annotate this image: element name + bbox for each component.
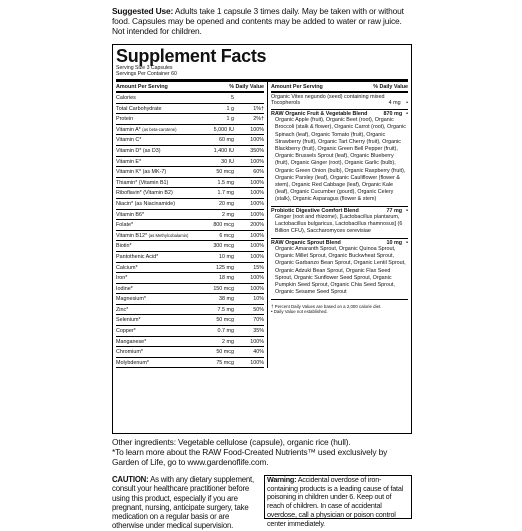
nutrient-row	[116, 284, 264, 295]
warning-label: Warning:	[267, 475, 297, 484]
blend-dv: •	[406, 207, 408, 214]
nutrient-amount: 1.5 mg	[217, 179, 234, 186]
nutrient-label: Vitamin C*	[116, 137, 142, 144]
nutrient-name	[116, 210, 196, 220]
nutrient-label: Thiamin* (Vitamin B1)	[116, 179, 169, 186]
nutrient-daily-value: 200%	[250, 222, 264, 229]
warning-body: Accidental overdose of iron-containing products is a leading cause of fatal poisoning in children under 6. Keep out of reach of children. In case of accidental overdose, call a physician or poison control center immediately.	[267, 475, 404, 528]
nutrient-daily-value: 100%	[250, 126, 264, 133]
blend-amount: 10 mg	[386, 239, 403, 246]
nutrient-daily-value: 100%	[250, 158, 264, 165]
nutrient-amount: 50 mcg	[216, 349, 234, 356]
nutrient-daily-value: 15%	[253, 264, 264, 271]
nutrient-amount: 5,000 IU	[213, 126, 234, 133]
nutrient-column-header	[116, 82, 264, 93]
nutrient-name	[116, 326, 196, 336]
nutrient-name	[116, 93, 196, 103]
footnotes	[271, 300, 408, 315]
nutrient-row	[116, 273, 264, 284]
nutrient-row	[116, 252, 264, 263]
nutrient-amount: 18 mg	[219, 275, 234, 282]
serving-size: Serving Size 3 Capsules	[116, 65, 173, 71]
blend-block	[271, 239, 408, 300]
servings-per-container: Servings Per Container 60	[116, 71, 177, 77]
nutrient-column	[116, 82, 268, 368]
nutrient-daily-value: 100%	[250, 253, 264, 260]
nutrient-note: (as beta-carotene)	[142, 126, 177, 132]
nutrient-amount: 1,400 IU	[213, 147, 234, 154]
nutrient-label: Selenium*	[116, 317, 141, 324]
amount-per-serving-header: Amount Per Serving	[116, 84, 168, 90]
nutrient-label: Folate*	[116, 222, 134, 229]
nutrient-daily-value: 2%†	[253, 116, 264, 123]
nutrient-name	[116, 114, 196, 124]
nutrient-amount: 800 mcg	[213, 222, 234, 229]
nutrient-name	[116, 252, 196, 262]
nutrient-rows	[116, 93, 264, 368]
nutrient-label: Total Carbohydrate	[116, 105, 162, 112]
nutrient-label: Copper*	[116, 328, 136, 335]
supplement-facts-panel	[112, 44, 412, 434]
nutrient-label: Calcium*	[116, 264, 138, 271]
nutrient-name	[116, 188, 196, 198]
nutrient-amount: 150 mcg	[213, 285, 234, 292]
daily-value-header-right: % Daily Value	[373, 84, 408, 90]
nutrient-amount: 50 mcg	[216, 169, 234, 176]
footnote-not-established: • Daily Value not established.	[271, 308, 328, 314]
blend-name: RAW Organic Sprout Blend	[271, 239, 341, 246]
nutrient-name	[116, 337, 196, 347]
nutrient-amount: 75 mcg	[216, 359, 234, 366]
blend-name: RAW Organic Fruit & Vegetable Blend	[271, 110, 368, 117]
nutrient-name	[116, 220, 196, 230]
nutrient-daily-value: 35%	[253, 328, 264, 335]
nutrient-label: Iron*	[116, 275, 128, 282]
caution-text	[112, 475, 262, 531]
caution-label: CAUTION:	[112, 475, 149, 484]
nutrient-label: Vitamin K* (as MK-7)	[116, 169, 167, 176]
nutrient-label: Zinc*	[116, 306, 129, 313]
other-ingredients-section	[112, 437, 412, 467]
nutrient-label: Calories	[116, 95, 136, 101]
nutrient-row	[116, 178, 264, 189]
blend-name: Probiotic Digestive Comfort Blend	[271, 207, 359, 214]
nutrient-row	[116, 241, 264, 252]
nutrient-amount: 7.5 mg	[217, 306, 234, 313]
nutrient-row	[116, 315, 264, 326]
nutrient-row	[116, 135, 264, 146]
blend-column	[268, 82, 408, 368]
nutrient-daily-value: 100%	[250, 179, 264, 186]
nutrient-amount: 30 IU	[221, 158, 234, 165]
nutrient-label: Riboflavin* (Vitamin B2)	[116, 190, 173, 197]
nutrient-daily-value: 70%	[253, 317, 264, 324]
footnote-percent-daily: † Percent Daily Values are based on a 2,000 calorie diet.	[271, 303, 382, 309]
nutrient-label: Vitamin A*	[116, 126, 141, 133]
nutrient-amount: 6 mcg	[219, 232, 234, 239]
nutrient-row	[116, 93, 264, 104]
nutrient-daily-value: 50%	[253, 306, 264, 313]
nutrient-daily-value: 60%	[253, 169, 264, 176]
nutrient-daily-value: 100%	[250, 285, 264, 292]
nutrient-daily-value: 100%	[250, 200, 264, 207]
nutrient-row	[116, 347, 264, 358]
nutrient-daily-value: 100%	[250, 243, 264, 250]
nutrient-name	[116, 167, 196, 177]
nutrient-amount: 2 mg	[222, 338, 234, 345]
suggested-use-label: Suggested Use:	[112, 6, 174, 16]
nutrient-name	[116, 231, 196, 241]
suggested-use-body: Adults take 1 capsule 3 times daily. May be taken with or without food. Capsules may be opened and contents may be added to water or raw juice. Not intended for children.	[112, 6, 404, 36]
nutrient-amount: 1 g	[226, 116, 234, 123]
nutrient-daily-value: 100%	[250, 190, 264, 197]
vitex-text: Organic Vitex negundo (seed) containing mixed Tocopherols	[271, 94, 385, 107]
nutrient-name	[116, 157, 196, 167]
nutrient-label: Magnesium*	[116, 296, 146, 303]
blend-ingredients: Ginger (root and rhizome), [Lactobacillus plantarum, Lactobacillus bulgaricus, Lactobacillus rhamnosus] (6 Billion CFU), Saccharomyces cerevisiae	[275, 214, 403, 235]
nutrient-label: Iodine*	[116, 285, 133, 292]
nutrient-name	[116, 178, 196, 188]
nutrient-row	[116, 294, 264, 305]
nutrient-name	[116, 358, 196, 368]
supplement-facts-title: Supplement Facts	[116, 46, 267, 66]
nutrient-label: Protein	[116, 116, 134, 123]
nutrient-label: Manganese*	[116, 338, 147, 345]
nutrient-name	[116, 347, 196, 357]
nutrient-amount: 10 mg	[219, 253, 234, 260]
nutrient-row	[116, 326, 264, 337]
nutrient-amount: 60 mg	[219, 137, 234, 144]
blend-block	[271, 207, 408, 239]
blend-rows	[271, 110, 408, 300]
nutrient-label: Vitamin B12*	[116, 232, 148, 239]
nutrient-daily-value: 100%	[250, 359, 264, 366]
nutrient-name	[116, 273, 196, 283]
nutrient-name	[116, 284, 196, 294]
nutrient-amount: 1.7 mg	[217, 190, 234, 197]
blend-column-header	[271, 82, 408, 93]
nutrient-name	[116, 294, 196, 304]
nutrient-name	[116, 125, 196, 135]
nutrient-amount: 2 mg	[222, 211, 234, 218]
blend-amount: 870 mg	[383, 110, 403, 117]
nutrient-row	[116, 220, 264, 231]
blend-amount: 77 mg	[386, 207, 403, 214]
nutrient-row	[116, 231, 264, 242]
nutrient-daily-value: 100%	[250, 275, 264, 282]
nutrient-row	[116, 167, 264, 178]
other-ingredients: Other ingredients: Vegetable cellulose (capsule), organic rice (hull).	[112, 437, 351, 447]
amount-per-serving-header-right: Amount Per Serving	[271, 84, 323, 90]
nutrient-row	[116, 337, 264, 348]
nutrient-daily-value: 350%	[250, 147, 264, 154]
nutrient-name	[116, 104, 196, 114]
vitex-dv: •	[406, 100, 408, 107]
serving-info	[116, 65, 408, 82]
nutrient-amount: 0.7 mg	[217, 328, 234, 335]
nutrient-daily-value: 100%	[250, 137, 264, 144]
nutrient-label: Vitamin B6*	[116, 211, 145, 218]
nutrient-label: Vitamin D* (as D3)	[116, 147, 161, 154]
nutrient-name	[116, 305, 196, 315]
learn-more-text: *To learn more about the RAW Food-Created Nutrients™ used exclusively by Garden of Life, go to www.gardenoflife.com.	[112, 447, 388, 467]
blend-block	[271, 110, 408, 207]
nutrient-daily-value: 40%	[253, 349, 264, 356]
nutrient-amount: 50 mcg	[216, 317, 234, 324]
nutrient-row	[116, 104, 264, 115]
nutrient-row	[116, 210, 264, 221]
warning-box	[264, 475, 412, 528]
nutrient-amount: 20 mg	[219, 200, 234, 207]
nutrient-daily-value: 100%	[250, 211, 264, 218]
nutrient-label: Chromium*	[116, 349, 143, 356]
nutrient-amount: 300 mcg	[213, 243, 234, 250]
nutrient-row	[116, 305, 264, 316]
nutrient-row	[116, 263, 264, 274]
nutrient-daily-value: 10%	[253, 296, 264, 303]
nutrient-name	[116, 199, 196, 209]
nutrient-label: Molybdenum*	[116, 359, 149, 366]
nutrient-row	[116, 157, 264, 168]
nutrient-label: Pantothenic Acid*	[116, 253, 159, 260]
nutrient-name	[116, 146, 196, 156]
nutrient-amount: 1 g	[226, 105, 234, 112]
nutrient-row	[116, 114, 264, 125]
nutrient-daily-value: 100%	[250, 338, 264, 345]
blend-ingredients: Organic Apple (fruit), Organic Beet (root), Organic Broccoli (stalk & flower), Organic Carrot (root), Organic Spinach (leaf), Organic Tomato (fruit), Organic Strawberry (fruit), Organic Tart Cherry (fruit), Organic Blackberry (fruit), Organic Green Bell Pepper (fruit), Organic Brussels Sprout (leaf), Organic Blueberry (fruit), Organic Ginger (root), Organic Garlic (bulb), Organic Green Onion (bulb), Organic Raspberry (fruit), Organic Parsley (leaf), Organic Cauliflower (flower & stem), Organic Red Cabbage (leaf), Organic Kale (leaf), Organic Cucumber (gourd), Organic Celery (stalk), Organic Asparagus (flower & stem)	[275, 117, 406, 203]
vitex-row	[271, 93, 408, 110]
nutrient-amount: 38 mg	[219, 296, 234, 303]
nutrient-name	[116, 135, 196, 145]
nutrient-daily-value	[236, 93, 264, 103]
suggested-use-text	[112, 6, 412, 36]
daily-value-header: % Daily Value	[229, 84, 264, 90]
blend-dv: •	[406, 110, 408, 117]
nutrient-row	[116, 125, 264, 136]
nutrient-name	[116, 241, 196, 251]
nutrient-label: Vitamin E*	[116, 158, 142, 165]
nutrient-name	[116, 263, 196, 273]
caution-body: As with any dietary supplement, consult your healthcare practitioner before using this product, especially if you are pregnant, nursing, anticipate surgery, take medication on a regular basis or are otherwise under medical supervision.	[112, 475, 254, 531]
nutrient-row	[116, 188, 264, 199]
nutrient-name	[116, 315, 196, 325]
nutrient-row	[116, 358, 264, 369]
nutrient-amount: 125 mg	[216, 264, 234, 271]
vitex-amount: 4 mg	[388, 100, 401, 107]
blend-ingredients: Organic Amaranth Sprout, Organic Quinoa Sprout, Organic Millet Sprout, Organic Buckwheat Sprout, Organic Garbanzo Bean Sprout, Organic Lentil Sprout, Organic Adzuki Bean Sprout, Organic Flax Seed Sprout, Organic Sunflower Seed Sprout, Organic Pumpkin Seed Sprout, Organic Chia Seed Sprout, Organic Sesame Seed Sprout	[275, 246, 406, 296]
nutrient-row	[116, 199, 264, 210]
nutrient-daily-value: 100%	[250, 232, 264, 239]
nutrient-daily-value: 1%†	[253, 105, 264, 112]
nutrient-label: Niacin* (as Niacinamide)	[116, 200, 176, 207]
nutrient-row	[116, 146, 264, 157]
blend-dv: •	[406, 239, 408, 246]
nutrient-label: Biotin*	[116, 243, 132, 250]
facts-columns	[116, 82, 408, 368]
nutrient-note: (as Methylcobalamin)	[148, 232, 189, 238]
nutrient-amount: 5	[231, 95, 234, 101]
